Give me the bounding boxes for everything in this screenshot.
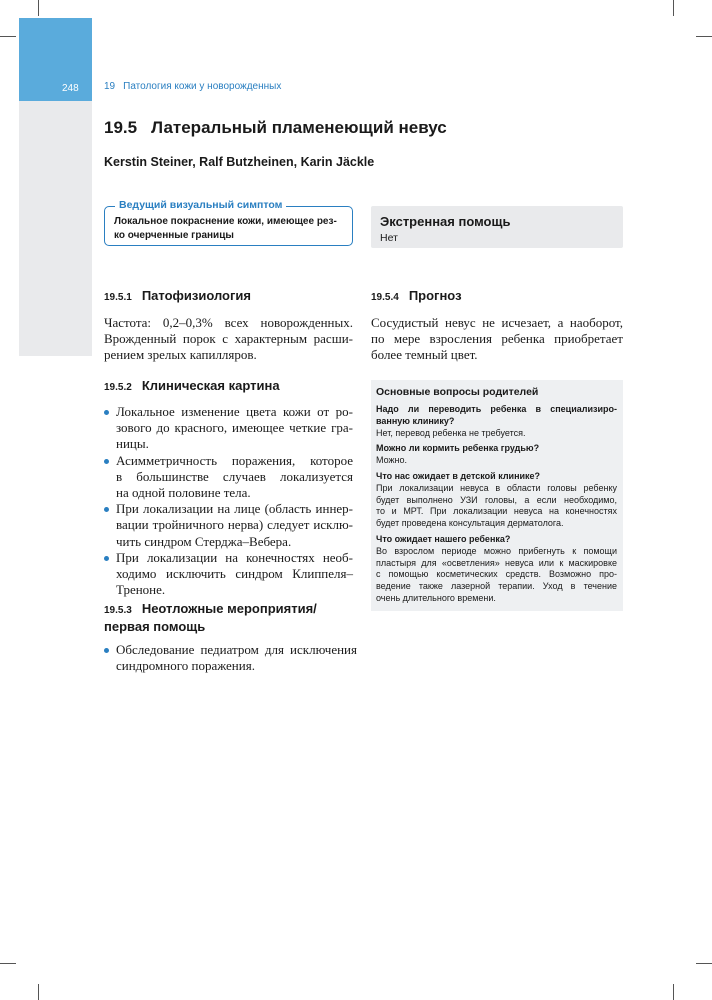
chapter-title: Патология кожи у новорожденных (123, 81, 282, 92)
text-line: на одной половине тела. (116, 485, 251, 501)
section-number: 19.5 (104, 118, 138, 137)
crop-mark (696, 36, 712, 37)
bullet-icon (104, 410, 109, 415)
list-item (104, 453, 353, 502)
text-line: будет выполнено УЗИ головы, а если необходимо, (376, 494, 617, 505)
faq-answer (376, 455, 617, 467)
subsection-title: Патофизиология (141, 288, 251, 303)
subsection-heading (104, 601, 317, 635)
bullet-icon (104, 507, 109, 512)
faq-question (376, 471, 617, 483)
text-line: При локализации на лице (область иннер- (116, 501, 353, 517)
text-line: Треноне. (116, 582, 166, 598)
text-line: Во взрослом периоде можно прибегнуть к помощи (376, 545, 617, 556)
faq-question (376, 404, 617, 428)
text-line: Надо ли переводить ребенка в специализиро- (376, 404, 617, 414)
list-item (104, 501, 353, 550)
bullet-icon (104, 459, 109, 464)
text-line: Частота: 0,2–0,3% всех новорожденных. (104, 315, 353, 330)
chapter-number: 19 (104, 81, 116, 92)
text-line: ходимо исключить синдром Клиппеля– (116, 566, 353, 582)
symptom-box-label: Ведущий визуальный симптом (115, 199, 286, 211)
symptom-line: ко очерченные границы (114, 230, 234, 241)
faq-question (376, 443, 617, 455)
faq-question (376, 534, 617, 546)
text-line: вации тройничного нерва) следует исклю- (116, 517, 353, 533)
text-line: При локализации невуса в области головы ребенку (376, 482, 617, 493)
paragraph (104, 315, 353, 364)
text-line: ницы. (116, 436, 149, 452)
text-line: очень длительного времени. (376, 592, 496, 603)
bullet-icon (104, 648, 109, 653)
crop-mark (673, 0, 674, 16)
list-item (104, 550, 353, 599)
subsection-title: первая помощь (104, 619, 206, 634)
crop-mark (696, 963, 712, 964)
page-tab (19, 18, 92, 101)
crop-mark (0, 963, 16, 964)
text-line: Врожденный порок с характерным расши- (104, 331, 353, 347)
faq-answer (376, 428, 617, 440)
text-line: пластыря для «осветления» невуса или к маскировке (376, 557, 617, 568)
crop-mark (38, 0, 39, 16)
faq-title: Основные вопросы родителей (376, 386, 539, 398)
section-heading (104, 118, 447, 138)
text-line: Локальное изменение цвета кожи от ро- (116, 404, 353, 419)
text-line: Что ожидает нашего ребенка? (376, 533, 511, 544)
text-line: с помощью косметических средств. Возможно про- (376, 569, 617, 580)
subsection-title: Клиническая картина (141, 378, 280, 393)
bullet-list (104, 404, 353, 598)
subsection-title: Прогноз (408, 288, 462, 303)
bullet-icon (104, 556, 109, 561)
emergency-box-text: Нет (380, 232, 398, 244)
subsection-heading (371, 287, 462, 305)
crop-mark (38, 984, 39, 1000)
faq-answer (376, 483, 617, 530)
text-line: синдромного поражения. (116, 658, 255, 674)
text-line: Сосудистый невус не исчезает, а наоборот, (371, 315, 623, 330)
text-line: будет проведена консультация дерматолога. (376, 518, 564, 529)
page-number: 248 (62, 83, 79, 94)
text-line: рением зрелых капилляров. (104, 347, 257, 363)
symptom-box-text (114, 215, 346, 243)
text-line: Можно ли кормить ребенка грудью? (376, 443, 540, 454)
faq-answer (376, 546, 617, 605)
subsection-heading (104, 377, 280, 395)
text-line: ванную клинику? (376, 415, 455, 426)
authors: Kerstin Steiner, Ralf Butzheinen, Karin Jäckle (104, 155, 375, 169)
text-line: Обследование педиатром для исключения (116, 642, 357, 657)
text-line: Можно. (376, 455, 407, 466)
list-item (104, 642, 357, 674)
paragraph (371, 315, 623, 364)
text-line: Нет, перевод ребенка не требуется. (376, 427, 526, 438)
subsection-number: 19.5.1 (104, 292, 132, 303)
subsection-heading (104, 287, 251, 305)
text-line: более темный цвет. (371, 347, 478, 363)
text-line: ведение также лазерной терапии. Уход в течение (376, 581, 617, 592)
text-line: Асимметричность поражения, которое (116, 452, 353, 468)
subsection-title: Неотложные мероприятия/ (141, 601, 317, 616)
text-line: в большинстве случаев локализуется (116, 468, 353, 484)
text-line: Что нас ожидает в детской клинике? (376, 470, 541, 481)
text-line: При локализации на конечностях необ- (116, 549, 353, 565)
subsection-number: 19.5.4 (371, 292, 399, 303)
text-line: по мере взросления ребенка приобретает (371, 331, 623, 347)
symptom-line: Локальное покраснение кожи, имеющее рез- (114, 216, 337, 227)
faq-box (371, 380, 623, 611)
list-item (104, 404, 353, 453)
bullet-list (104, 642, 357, 674)
emergency-box (371, 206, 623, 248)
symptom-box (104, 199, 353, 246)
section-title: Латеральный пламенеющий невус (151, 118, 447, 137)
text-line: чить синдром Стерджа–Вебера. (116, 533, 292, 549)
emergency-box-title: Экстренная помощь (380, 214, 511, 229)
text-line: то и МРТ. При локализации невуса на конечностях (376, 506, 617, 517)
crop-mark (0, 36, 16, 37)
subsection-number: 19.5.2 (104, 382, 132, 393)
crop-mark (673, 984, 674, 1000)
subsection-number: 19.5.3 (104, 605, 132, 616)
text-line: зового до красного, имеющее четкие гра- (116, 420, 353, 436)
running-head (104, 81, 281, 92)
